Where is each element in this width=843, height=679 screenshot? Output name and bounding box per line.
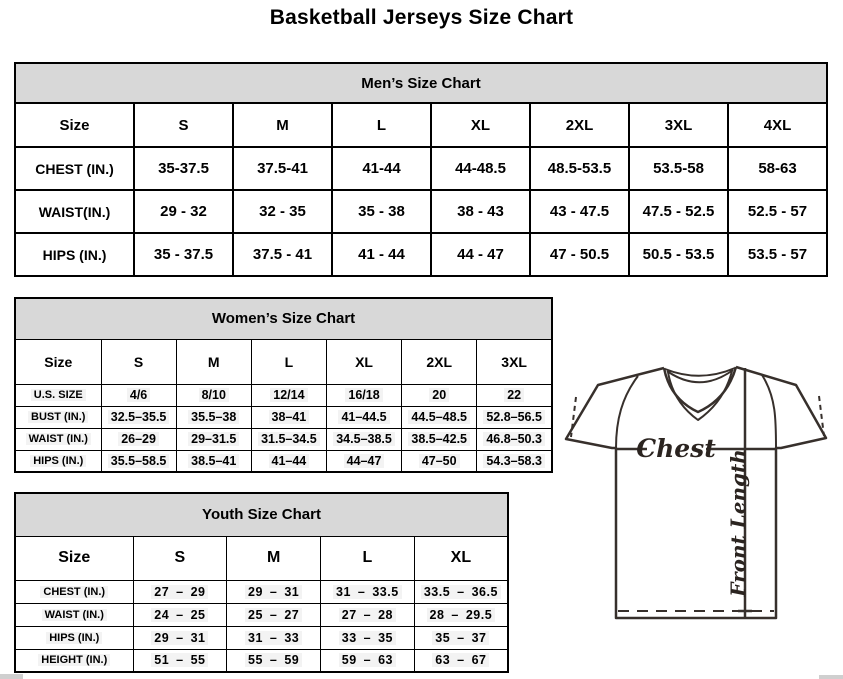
size-column-header: 3XL <box>629 103 728 147</box>
size-value-cell: 27 – 29 <box>133 580 227 603</box>
table-row <box>15 603 508 626</box>
size-value-cell: 33 – 35 <box>321 626 415 649</box>
womens-size-table <box>14 297 553 473</box>
size-value-cell: 24 – 25 <box>133 603 227 626</box>
table-row <box>15 428 552 450</box>
size-column-header: 2XL <box>530 103 629 147</box>
table-title: Youth Size Chart <box>15 493 508 536</box>
size-value-cell: 44.5–48.5 <box>402 406 477 428</box>
size-value-cell: 52.5 - 57 <box>728 190 827 233</box>
size-value-cell: 32 - 35 <box>233 190 332 233</box>
size-column-header: XL <box>326 339 401 384</box>
size-value-cell: 58-63 <box>728 147 827 190</box>
size-value-cell: 59 – 63 <box>321 649 415 672</box>
size-value-cell: 51 – 55 <box>133 649 227 672</box>
size-label-header: Size <box>15 536 133 580</box>
front-length-label: Front Length <box>726 449 750 597</box>
size-value-cell: 47.5 - 52.5 <box>629 190 728 233</box>
size-value-cell: 35.5–38 <box>176 406 251 428</box>
size-value-cell: 41-44 <box>332 147 431 190</box>
jersey-outline <box>566 367 826 618</box>
table-row <box>15 580 508 603</box>
measurement-row-label: WAIST(IN.) <box>15 190 134 233</box>
size-label-header: Size <box>15 103 134 147</box>
size-value-cell: 27 – 28 <box>321 603 415 626</box>
cropped-content-fragment-right <box>819 675 843 679</box>
cropped-content-fragment-left <box>0 674 23 679</box>
size-value-cell: 31.5–34.5 <box>251 428 326 450</box>
table-row <box>15 384 552 406</box>
size-value-cell: 53.5 - 57 <box>728 233 827 276</box>
chest-label: Chest <box>636 434 716 463</box>
size-column-header: S <box>133 536 227 580</box>
size-column-header: XL <box>431 103 530 147</box>
size-value-cell: 12/14 <box>251 384 326 406</box>
measurement-row-label: HEIGHT (IN.) <box>15 649 133 672</box>
size-value-cell: 35 - 37.5 <box>134 233 233 276</box>
size-value-cell: 50.5 - 53.5 <box>629 233 728 276</box>
table-row <box>15 190 827 233</box>
measurement-row-label: WAIST (IN.) <box>15 603 133 626</box>
size-value-cell: 53.5-58 <box>629 147 728 190</box>
measurement-row-label: HIPS (IN.) <box>15 233 134 276</box>
size-value-cell: 22 <box>477 384 552 406</box>
table-title: Men’s Size Chart <box>15 63 827 103</box>
size-value-cell: 4/6 <box>101 384 176 406</box>
size-value-cell: 29 – 31 <box>227 580 321 603</box>
size-column-header: 4XL <box>728 103 827 147</box>
size-column-header: M <box>227 536 321 580</box>
size-value-cell: 26–29 <box>101 428 176 450</box>
size-value-cell: 20 <box>402 384 477 406</box>
size-column-header: L <box>321 536 415 580</box>
measurement-row-label: CHEST (IN.) <box>15 580 133 603</box>
jersey-measurement-diagram <box>560 355 843 635</box>
size-value-cell: 46.8–50.3 <box>477 428 552 450</box>
youth-size-table <box>14 492 509 673</box>
page-title: Basketball Jerseys Size Chart <box>269 6 574 29</box>
size-value-cell: 35 - 38 <box>332 190 431 233</box>
size-column-header: L <box>251 339 326 384</box>
size-value-cell: 29 - 32 <box>134 190 233 233</box>
measurement-row-label: U.S. SIZE <box>15 384 101 406</box>
table-row <box>15 450 552 472</box>
size-value-cell: 44 - 47 <box>431 233 530 276</box>
size-value-cell: 35.5–58.5 <box>101 450 176 472</box>
size-column-header: L <box>332 103 431 147</box>
size-value-cell: 32.5–35.5 <box>101 406 176 428</box>
size-value-cell: 31 – 33 <box>227 626 321 649</box>
size-value-cell: 44-48.5 <box>431 147 530 190</box>
size-value-cell: 35-37.5 <box>134 147 233 190</box>
size-value-cell: 29 – 31 <box>133 626 227 649</box>
size-value-cell: 25 – 27 <box>227 603 321 626</box>
jersey-seam-right <box>762 375 776 448</box>
size-value-cell: 38.5–41 <box>176 450 251 472</box>
size-value-cell: 31 – 33.5 <box>321 580 415 603</box>
size-value-cell: 43 - 47.5 <box>530 190 629 233</box>
size-value-cell: 47–50 <box>402 450 477 472</box>
size-value-cell: 38.5–42.5 <box>402 428 477 450</box>
size-value-cell: 55 – 59 <box>227 649 321 672</box>
mens-size-table <box>14 62 828 277</box>
size-value-cell: 44–47 <box>326 450 401 472</box>
size-column-header: 3XL <box>477 339 552 384</box>
table-row <box>15 626 508 649</box>
size-column-header: S <box>134 103 233 147</box>
size-value-cell: 47 - 50.5 <box>530 233 629 276</box>
size-column-header: M <box>176 339 251 384</box>
measurement-row-label: BUST (IN.) <box>15 406 101 428</box>
size-value-cell: 29–31.5 <box>176 428 251 450</box>
table-row <box>15 406 552 428</box>
size-value-cell: 38 - 43 <box>431 190 530 233</box>
size-value-cell: 33.5 – 36.5 <box>414 580 508 603</box>
measurement-row-label: HIPS (IN.) <box>15 626 133 649</box>
table-title: Women’s Size Chart <box>15 298 552 339</box>
size-value-cell: 41–44.5 <box>326 406 401 428</box>
size-value-cell: 34.5–38.5 <box>326 428 401 450</box>
size-value-cell: 28 – 29.5 <box>414 603 508 626</box>
size-column-header: M <box>233 103 332 147</box>
table-row <box>15 649 508 672</box>
size-value-cell: 8/10 <box>176 384 251 406</box>
size-value-cell: 41 - 44 <box>332 233 431 276</box>
size-value-cell: 37.5 - 41 <box>233 233 332 276</box>
size-value-cell: 41–44 <box>251 450 326 472</box>
jersey-seam-left <box>616 376 638 448</box>
size-column-header: 2XL <box>402 339 477 384</box>
size-value-cell: 52.8–56.5 <box>477 406 552 428</box>
table-row <box>15 233 827 276</box>
size-label-header: Size <box>15 339 101 384</box>
size-value-cell: 35 – 37 <box>414 626 508 649</box>
size-value-cell: 48.5-53.5 <box>530 147 629 190</box>
measurement-row-label: HIPS (IN.) <box>15 450 101 472</box>
size-column-header: XL <box>414 536 508 580</box>
size-value-cell: 38–41 <box>251 406 326 428</box>
measurement-row-label: CHEST (IN.) <box>15 147 134 190</box>
size-value-cell: 54.3–58.3 <box>477 450 552 472</box>
jersey-back-collar <box>665 368 735 382</box>
size-value-cell: 16/18 <box>326 384 401 406</box>
measurement-row-label: WAIST (IN.) <box>15 428 101 450</box>
table-row <box>15 147 827 190</box>
size-value-cell: 63 – 67 <box>414 649 508 672</box>
size-column-header: S <box>101 339 176 384</box>
size-value-cell: 37.5-41 <box>233 147 332 190</box>
